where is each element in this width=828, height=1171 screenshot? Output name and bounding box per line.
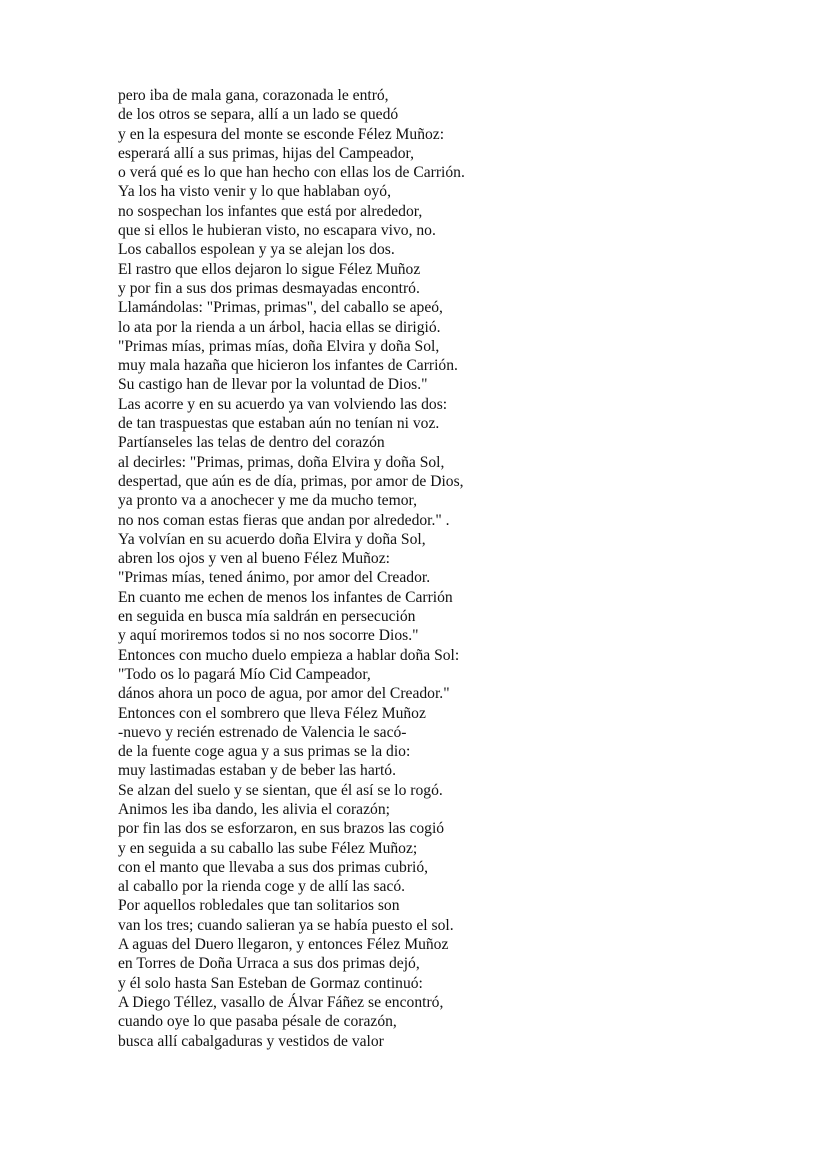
poem-line: Por aquellos robledales que tan solitarios son (118, 897, 400, 915)
poem-line: ya pronto va a anochecer y me da mucho temor, (118, 492, 417, 510)
poem-line: Entonces con mucho duelo empieza a hablar doña Sol: (118, 646, 460, 664)
poem-line: Entonces con el sombrero que lleva Félez Muñoz (118, 704, 426, 722)
poem-text-block (118, 86, 465, 1051)
poem-line: lo ata por la rienda a un árbol, hacia ellas se dirigió. (118, 318, 441, 336)
poem-line: -nuevo y recién estrenado de Valencia le sacó- (118, 723, 407, 741)
poem-line: Llamándolas: "Primas, primas", del caballo se apeó, (118, 299, 443, 317)
poem-line: Su castigo han de llevar por la voluntad de Dios." (118, 376, 428, 394)
poem-line: Ya los ha visto venir y lo que hablaban oyó, (118, 183, 392, 201)
poem-line: "Primas mías, tened ánimo, por amor del Creador. (118, 569, 431, 587)
poem-line: cuando oye lo que pasaba pésale de corazón, (118, 1013, 397, 1031)
poem-line: no nos coman estas fieras que andan por alrededor." . (118, 511, 450, 529)
poem-line: y por fin a sus dos primas desmayadas encontró. (118, 279, 420, 297)
poem-line: Partíanseles las telas de dentro del corazón (118, 434, 385, 452)
poem-line: dános ahora un poco de agua, por amor del Creador." (118, 685, 450, 703)
poem-line: al caballo por la rienda coge y de allí las sacó. (118, 878, 406, 896)
poem-line: Los caballos espolean y ya se alejan los dos. (118, 241, 395, 259)
poem-line: de los otros se separa, allí a un lado se quedó (118, 106, 399, 124)
poem-line: y él solo hasta San Esteban de Gormaz continuó: (118, 974, 423, 992)
poem-line: van los tres; cuando salieran ya se había puesto el sol. (118, 916, 454, 934)
poem-line: y en seguida a su caballo las sube Félez Muñoz; (118, 839, 418, 857)
poem-line: en seguida en busca mía saldrán en persecución (118, 608, 416, 626)
poem-line: de tan traspuestas que estaban aún no tenían ni voz. (118, 415, 440, 433)
poem-line: con el manto que llevaba a sus dos primas cubrió, (118, 858, 429, 876)
poem-line: en Torres de Doña Urraca a sus dos primas dejó, (118, 955, 420, 973)
poem-line: despertad, que aún es de día, primas, por amor de Dios, (118, 472, 464, 490)
poem-line: Animos les iba dando, les alivia el corazón; (118, 800, 390, 818)
poem-line: y aquí moriremos todos si no nos socorre Dios." (118, 627, 419, 645)
poem-line: y en la espesura del monte se esconde Félez Muñoz: (118, 125, 445, 143)
poem-line: El rastro que ellos dejaron lo sigue Félez Muñoz (118, 260, 421, 278)
poem-line: A aguas del Duero llegaron, y entonces Félez Muñoz (118, 936, 449, 954)
poem-line: no sospechan los infantes que está por alrededor, (118, 202, 423, 220)
poem-line: "Primas mías, primas mías, doña Elvira y doña Sol, (118, 337, 440, 355)
poem-line: esperará allí a sus primas, hijas del Campeador, (118, 144, 414, 162)
poem-line: Ya volvían en su acuerdo doña Elvira y doña Sol, (118, 530, 426, 548)
poem-line: de la fuente coge agua y a sus primas se la dio: (118, 743, 411, 761)
poem-line: pero iba de mala gana, corazonada le entró, (118, 87, 389, 104)
poem-line: Se alzan del suelo y se sientan, que él así se lo rogó. (118, 781, 443, 799)
poem-line: "Todo os lo pagará Mío Cid Campeador, (118, 665, 371, 683)
poem-line: A Diego Téllez, vasallo de Álvar Fáñez se encontró, (118, 993, 444, 1011)
poem-line: muy mala hazaña que hicieron los infantes de Carrión. (118, 357, 458, 375)
poem-line: o verá qué es lo que han hecho con ellas los de Carrión. (118, 164, 465, 182)
poem-line: muy lastimadas estaban y de beber las hartó. (118, 762, 396, 780)
poem-line: que si ellos le hubieran visto, no escapara vivo, no. (118, 222, 436, 240)
poem-line: al decirles: "Primas, primas, doña Elvira y doña Sol, (118, 453, 445, 471)
poem-line: abren los ojos y ven al bueno Félez Muñoz: (118, 550, 390, 568)
poem-line: por fin las dos se esforzaron, en sus brazos las cogió (118, 820, 445, 838)
poem-line: En cuanto me echen de menos los infantes de Carrión (118, 588, 453, 606)
poem-line: Las acorre y en su acuerdo ya van volviendo las dos: (118, 395, 448, 413)
poem-line: busca allí cabalgaduras y vestidos de valor (118, 1032, 384, 1050)
